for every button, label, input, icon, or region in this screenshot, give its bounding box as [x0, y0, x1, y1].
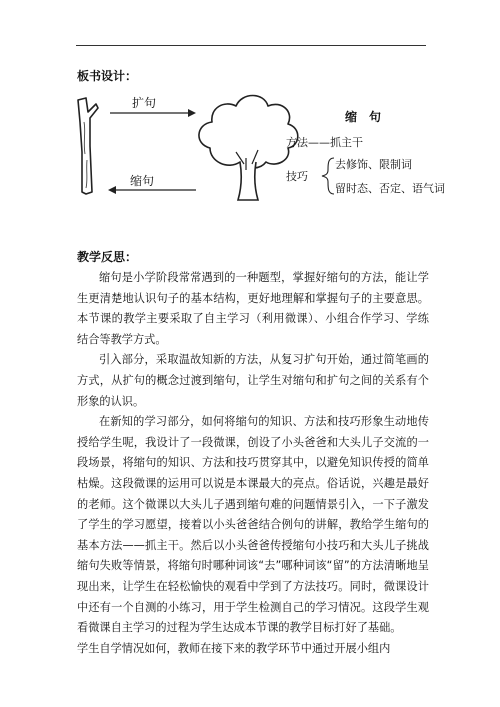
reflection-paragraph: 缩句是小学阶段常常遇到的一种题型，掌握好缩句的方法，能让学生更清楚地认识句子的基本结构，更好地理解和掌握句子的主要意思。本节课的教学主要采取了自主学习（利用微课）、小组合作学习、学练结合等教学方式。 — [77, 271, 429, 346]
board-drawing — [60, 82, 460, 222]
reflection-paragraph: 在新知的学习部分，如何将缩句的知识、方法和技巧形象生动地传授给学生呢，我设计了一段微课，创设了小头爸爸和大头儿子交流的一段场景，将缩句的知识、方法和技巧贯穿其中，以避免知识传授的简单枯燥。这段微课的运用可以说是本课最大的亮点。俗话说，兴趣是最好的老师。这个微课以大头儿子遇到缩句难的问题情景引入，一下子激发了学生的学习愿望，接着以小头爸爸结合例句的讲解，教给学生缩句的基本方法——抓主干。然后以小头爸爸传授缩句小技巧和大头儿子挑战缩句失败等情景，将缩句时哪种词该“去”哪种词该“留”的方法清晰地呈现出来，让学生在轻松愉快的观看中学到了方法技巧。同时，微课设计中还有一个自测的小练习，用于学生检测自己的学习情况。这段学生观看微课自主学习的过程为学生达成本节课的教学目标打好了基础。 — [77, 415, 429, 635]
board-skill-2: 留时态、否定、语气词 — [335, 182, 445, 195]
expand-label: 扩句 — [132, 96, 157, 110]
teaching-reflection-heading: 教学反思： — [77, 250, 138, 264]
reflection-body — [77, 268, 429, 659]
leafy-tree-icon — [199, 96, 298, 169]
shrink-label: 缩句 — [130, 174, 155, 188]
skill-brace-icon — [322, 158, 334, 194]
board-topic-title: 缩 句 — [345, 110, 382, 124]
reflection-paragraph: 学生自学情况如何，教师在接下来的教学环节中通过开展小组内 — [77, 641, 391, 655]
board-design-heading: 板书设计： — [77, 69, 138, 83]
reflection-paragraph: 引入部分，采取温故知新的方法，从复习扩句开始，通过简笔画的方式，从扩句的概念过渡到缩句，让学生对缩句和扩句之间的关系有个形象的认识。 — [77, 353, 429, 408]
top-rule — [76, 45, 426, 46]
board-diagram — [60, 82, 460, 222]
board-method: 方法——抓主干 — [286, 136, 363, 149]
board-skill-1: 去修饰、限制词 — [335, 158, 412, 171]
board-skill-label: 技巧 — [286, 170, 308, 183]
bare-trunk-icon — [78, 98, 98, 194]
